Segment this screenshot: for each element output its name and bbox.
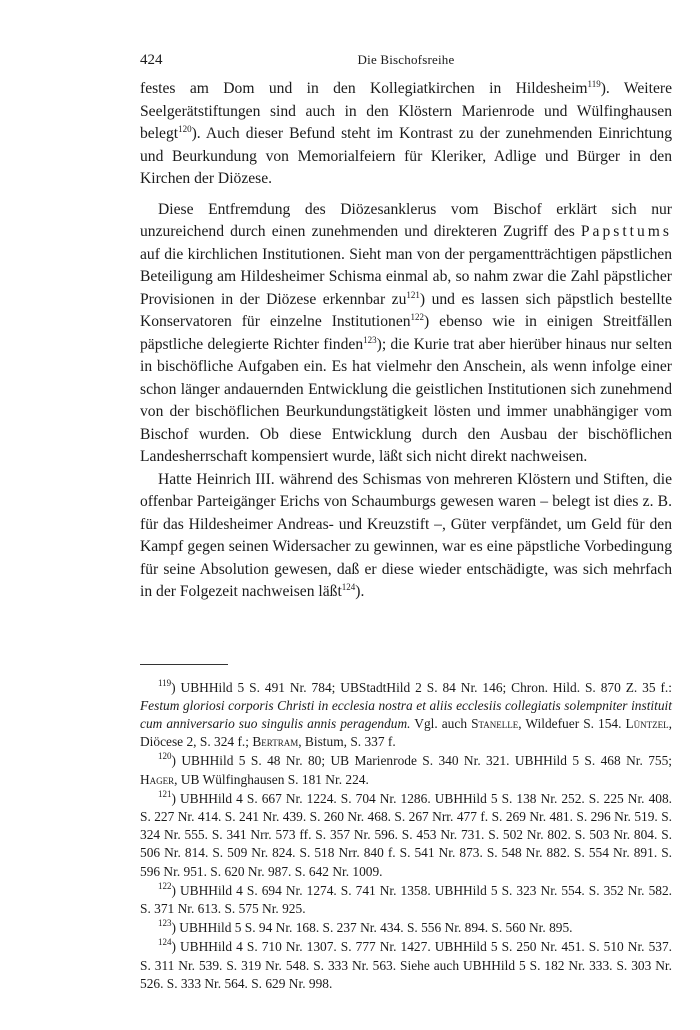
- footnote-ref-123: 123: [363, 334, 377, 345]
- spaced-emphasis: Papsttums: [580, 223, 672, 240]
- footnote-divider: [140, 664, 228, 665]
- book-page: [140, 52, 672, 993]
- footnote-ref-124: 124: [341, 582, 356, 592]
- footnote-ref-121: 121: [406, 289, 420, 300]
- footnote-124: $^{124}$) UBHHild 4 S. 710 Nr. 1307. S. 777 Nr. 1427. UBHHild 5 S. 250 Nr. 451. S. 510 Nr. 537. S. 311 Nr. 539. S. 319 Nr. 548. S. 333 Nr. 563. Siehe auch UBHHild 5 S. 182 Nr. 333. S. 303 Nr. 526. S. 333 Nr. 564. S. 629 Nr. 998.: [140, 937, 672, 991]
- footnote-119: $^{119}$) UBHHild 5 S. 491 Nr. 784; UBStadtHild 2 S. 84 Nr. 146; Chron. Hild. S. 870 Z. 35 f.: Festum gloriosi corporis Christi in ecclesia nostra et aliis ecclesiis collegiatis solempniter instituit cum anniversario suo singulis annis peragendum. Vgl. auch Stanelle, Wildefuer S. 154. Lüntzel, Diöcese 2, S. 324 f.; Bertram, Bistum, S. 337 f.: [140, 677, 673, 750]
- running-title: Die Bischofsreihe: [357, 52, 455, 67]
- footnote-ref-122: 122: [410, 312, 425, 322]
- footnote-121: $^{121}$) UBHHild 4 S. 667 Nr. 1224. S. 704 Nr. 1286. UBHHild 5 S. 138 Nr. 252. S. 225 Nr. 408. S. 227 Nr. 414. S. 241 Nr. 439. S. 260 Nr. 468. S. 267 Nrr. 477 f. S. 269 Nr. 481. S. 296 Nr. 519. S. 324 Nr. 555. S. 341 Nrr. 573 ff. S. 357 Nr. 596. S. 453 Nr. 731. S. 502 Nr. 802. S. 503 Nr. 804. S. 506 Nr. 814. S. 509 Nr. 824. S. 518 Nrr. 840 f. S. 541 Nr. 873. S. 548 Nr. 882. S. 554 Nr. 891. S. 596 Nr. 951. S. 620 Nr. 987. S. 642 Nr. 1009.: [140, 788, 672, 879]
- page-number: 424: [140, 52, 163, 68]
- footnote-ref-119: 119: [587, 79, 601, 89]
- footnote-ref-120: 120: [178, 124, 192, 134]
- main-text: [140, 78, 672, 604]
- footnote-122: $^{122}$) UBHHild 4 S. 694 Nr. 1274. S. 741 Nr. 1358. UBHHild 5 S. 323 Nr. 554. S. 352 Nr. 582. S. 371 Nr. 613. S. 575 Nr. 925.: [140, 880, 672, 916]
- paragraph-1: festes am Dom und in den Kollegiatkirchen in Hildesheim$^{119}$). Weitere Seelgerätstiftungen sind auch in den Klöstern Marienrode und Wülfinghausen belegt$^{120}$). Auch dieser Befund steht im Kontrast zu der zunehmenden Einrichtung und Beurkundung von Memorialfeiern für Kleriker, Adlige und Bürger in den Kirchen der Diözese.: [140, 79, 672, 187]
- footnote-120: $^{120}$) UBHHild 5 S. 48 Nr. 80; UB Marienrode S. 340 Nr. 321. UBHHild 5 S. 468 Nr. 755; Hager, UB Wülfinghausen S. 181 Nr. 224.: [140, 751, 672, 787]
- paragraph-2: Diese Entfremdung des Diözesanklerus vom Bischof erklärt sich nur unzureichend durch einen zunehmenden und direkteren Zugriff des Papsttums auf die kirchlichen Institutionen. Sieht man von der pergamentträchtigen päpstlichen Beteiligung am Hildesheimer Schisma einmal ab, so nahm zwar die Zahl päpstlicher Provisionen in der Diözese erkennbar $zu^{121}$) und es lassen sich päpstlich bestellte Konservatoren für einzelne Institutionen$^{122}$) ebenso wie in einigen Streitfällen päpstliche delegierte Richter finden$^{123}$); die Kurie trat aber hierüber hinaus nur selten in bischöfliche Aufgaben ein. Es hat vielmehr den Anschein, als wenn infolge einer schon länger andauernden Entwicklung die geistlichen Institutionen sich zunehmend von der bischöflichen Beurkundungstätigkeit lösten und immer unabhängiger vom Bischof wurden. Ob diese Entwicklung durch den Ausbau der bischöflichen Landesherrschaft kompensiert wurde, läßt sich nicht direkt nachweisen.: [140, 200, 673, 465]
- footnote-123: $^{123}$) UBHHild 5 S. 94 Nr. 168. S. 237 Nr. 434. S. 556 Nr. 894. S. 560 Nr. 895.: [158, 918, 573, 936]
- page-header: [140, 52, 672, 78]
- footnotes: [140, 679, 672, 993]
- paragraph-3: Hatte Heinrich III. während des Schismas von mehreren Klöstern und Stiften, die offenbar Parteigänger Erichs von Schaumburgs gewesen waren – belegt ist dies z. B. für das Hildesheimer Andreas- und Kreuzstift –, Güter verpfändet, um Geld für den Kampf gegen seinen Widersacher zu gewinnen, war es eine päpstliche Vorbedingung für seine Absolution gewesen, daß er diese wieder entschädigte, was sich mehrfach in der Folgezeit nachweisen läßt$^{124}$).: [140, 470, 672, 600]
